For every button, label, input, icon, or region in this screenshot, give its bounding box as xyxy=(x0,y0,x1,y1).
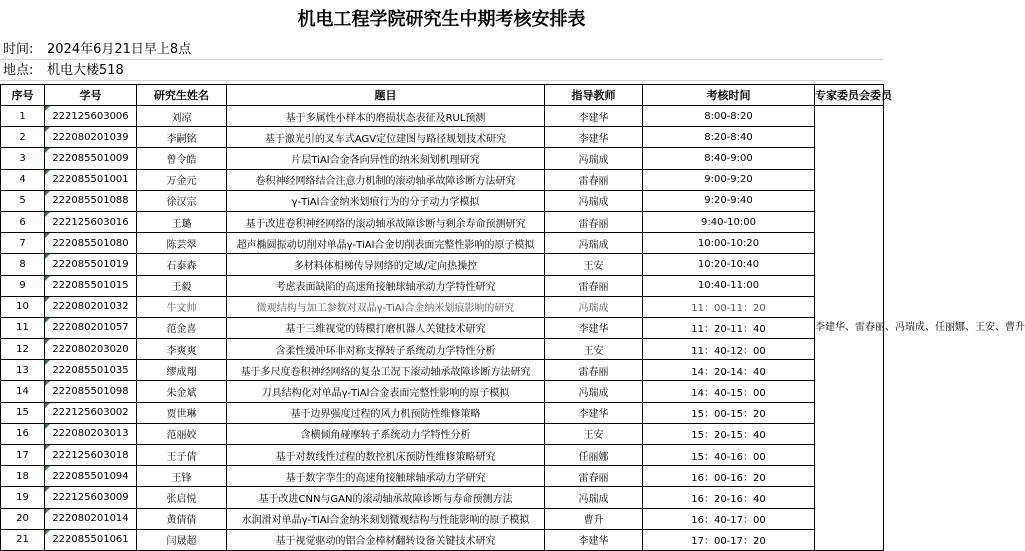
time-row xyxy=(0,40,883,60)
header-seq[interactable]: 序号 xyxy=(1,85,45,106)
student-id-cell[interactable]: 222085501098 xyxy=(45,381,137,402)
student-id-cell[interactable]: 222125603009 xyxy=(45,487,137,508)
advisor-cell[interactable]: 冯瑞成 xyxy=(545,233,643,254)
time-value[interactable]: 2024年6月21日早上8点 xyxy=(47,42,192,57)
topic-cell[interactable]: 片层TiAl合金各向异性的纳米刻划机理研究 xyxy=(227,148,545,169)
student-name-cell[interactable]: 缪成翔 xyxy=(137,360,227,381)
advisor-cell[interactable]: 雷春丽 xyxy=(545,169,643,190)
student-id-cell[interactable]: 222085501088 xyxy=(45,190,137,211)
header-row xyxy=(1,85,884,106)
student-id-cell[interactable]: 222080203020 xyxy=(45,339,137,360)
exam-time-cell[interactable]: 15：40-16：00 xyxy=(643,445,815,466)
student-name-cell[interactable]: 万金元 xyxy=(137,169,227,190)
student-id-cell[interactable]: 222125603006 xyxy=(45,106,137,127)
table-row xyxy=(1,529,884,550)
exam-time-cell[interactable]: 9:40-10:00 xyxy=(643,211,815,232)
table-row xyxy=(1,296,884,317)
student-name-cell[interactable]: 刘凉 xyxy=(137,106,227,127)
topic-cell[interactable]: 多材料体相梯传导网络的定域/定向热操控 xyxy=(227,254,545,275)
topic-cell[interactable]: 卷积神经网络结合注意力机制的滚动轴承故障诊断方法研究 xyxy=(227,169,545,190)
seq-cell[interactable]: 14 xyxy=(1,381,45,402)
student-name-cell[interactable]: 李爽爽 xyxy=(137,339,227,360)
table-row xyxy=(1,127,884,148)
student-id-cell[interactable]: 222080201039 xyxy=(45,127,137,148)
student-name-cell[interactable]: 范丽姣 xyxy=(137,423,227,444)
topic-cell[interactable]: 基于多属性小样本的磨损状态表征及RUL预测 xyxy=(227,106,545,127)
student-id-cell[interactable]: 222125603016 xyxy=(45,211,137,232)
student-id-cell[interactable]: 222125603018 xyxy=(45,445,137,466)
table-row xyxy=(1,466,884,487)
exam-time-cell[interactable]: 16：00-16：20 xyxy=(643,466,815,487)
student-id-cell[interactable]: 222125603002 xyxy=(45,402,137,423)
seq-cell[interactable]: 11 xyxy=(1,317,45,338)
student-id-cell[interactable]: 222080201032 xyxy=(45,296,137,317)
table-row xyxy=(1,317,884,338)
header-exam-time[interactable]: 考核时间 xyxy=(643,85,815,106)
seq-cell[interactable]: 2 xyxy=(1,127,45,148)
advisor-cell[interactable]: 雷春丽 xyxy=(545,360,643,381)
table-row xyxy=(1,190,884,211)
topic-cell[interactable]: 基于激光引的叉车式AGV定位建图与路径规划技术研究 xyxy=(227,127,545,148)
student-name-cell[interactable]: 王子倩 xyxy=(137,445,227,466)
header-student-id[interactable]: 学号 xyxy=(45,85,137,106)
student-name-cell[interactable]: 黄倩倩 xyxy=(137,508,227,529)
seq-cell[interactable]: 21 xyxy=(1,529,45,550)
advisor-cell[interactable]: 冯瑞成 xyxy=(545,190,643,211)
topic-cell[interactable]: 基于视觉驱动的铝合金棒材翻转设备关键技术研究 xyxy=(227,529,545,550)
topic-cell[interactable]: 考虑表面缺陷的高速角接触球轴承动力学特性研究 xyxy=(227,275,545,296)
student-name-cell[interactable]: 闫晟超 xyxy=(137,529,227,550)
time-label: 时间: xyxy=(3,42,34,57)
advisor-cell[interactable]: 李建华 xyxy=(545,106,643,127)
table-row xyxy=(1,487,884,508)
topic-cell[interactable]: 超声椭圆振动切削对单晶γ-TiAl合金切削表面完整性影响的原子模拟 xyxy=(227,233,545,254)
topic-cell[interactable]: 含横倾角碰摩转子系统动力学特性分析 xyxy=(227,423,545,444)
topic-cell[interactable]: 基于三维视觉的铸模打磨机器人关键技术研究 xyxy=(227,317,545,338)
exam-time-cell[interactable]: 8:20-8:40 xyxy=(643,127,815,148)
table-row xyxy=(1,275,884,296)
advisor-cell[interactable]: 冯瑞成 xyxy=(545,487,643,508)
advisor-cell[interactable]: 冯瑞成 xyxy=(545,148,643,169)
seq-cell[interactable]: 1 xyxy=(1,106,45,127)
table-row xyxy=(1,211,884,232)
header-committee[interactable]: 专家委员会委员 xyxy=(815,85,884,106)
place-value[interactable]: 机电大楼518 xyxy=(47,63,124,78)
advisor-cell[interactable]: 李建华 xyxy=(545,127,643,148)
student-id-cell[interactable]: 222080203013 xyxy=(45,423,137,444)
place-row xyxy=(0,61,883,81)
advisor-cell[interactable]: 王安 xyxy=(545,423,643,444)
topic-cell[interactable]: 水润滑对单晶γ-TiAl合金纳米刻划微观结构与性能影响的原子模拟 xyxy=(227,508,545,529)
exam-time-cell[interactable]: 10:00-10:20 xyxy=(643,233,815,254)
seq-cell[interactable]: 15 xyxy=(1,402,45,423)
exam-time-cell[interactable]: 10:20-10:40 xyxy=(643,254,815,275)
topic-cell[interactable]: 基于改进卷积神经网络的滚动轴承故障诊断与剩余寿命预测研究 xyxy=(227,211,545,232)
advisor-cell[interactable]: 冯瑞成 xyxy=(545,296,643,317)
seq-cell[interactable]: 19 xyxy=(1,487,45,508)
table-row xyxy=(1,233,884,254)
student-name-cell[interactable]: 王璐 xyxy=(137,211,227,232)
table-row xyxy=(1,381,884,402)
advisor-cell[interactable]: 王安 xyxy=(545,254,643,275)
table-row xyxy=(1,339,884,360)
topic-cell[interactable]: 基于多尺度卷积神经网络的复杂工况下滚动轴承故障诊断方法研究 xyxy=(227,360,545,381)
header-advisor[interactable]: 指导教师 xyxy=(545,85,643,106)
exam-time-cell[interactable]: 16：40-17：00 xyxy=(643,508,815,529)
advisor-cell[interactable]: 李建华 xyxy=(545,402,643,423)
exam-time-cell[interactable]: 9:20-9:40 xyxy=(643,190,815,211)
seq-cell[interactable]: 7 xyxy=(1,233,45,254)
student-name-cell[interactable]: 李嗣铭 xyxy=(137,127,227,148)
table-row xyxy=(1,106,884,127)
exam-time-cell[interactable]: 14：20-14：40 xyxy=(643,360,815,381)
exam-time-cell[interactable]: 15：20-15：40 xyxy=(643,423,815,444)
page-title: 机电工程学院研究生中期考核安排表 xyxy=(297,9,586,30)
student-name-cell[interactable]: 陈芸翠 xyxy=(137,233,227,254)
table-row xyxy=(1,508,884,529)
place-label: 地点: xyxy=(3,63,34,78)
exam-time-cell[interactable]: 11：20-11：40 xyxy=(643,317,815,338)
seq-cell[interactable]: 13 xyxy=(1,360,45,381)
student-name-cell[interactable]: 王锋 xyxy=(137,466,227,487)
topic-cell[interactable]: 基于对数线性过程的数控机床预防性维修策略研究 xyxy=(227,445,545,466)
topic-cell[interactable]: 刀具结构化对单晶γ-TiAl合金表面完整性影响的原子模拟 xyxy=(227,381,545,402)
student-id-cell[interactable]: 222080201057 xyxy=(45,317,137,338)
exam-time-cell[interactable]: 15：00-15：20 xyxy=(643,402,815,423)
table-row xyxy=(1,445,884,466)
student-name-cell[interactable]: 徐汉宗 xyxy=(137,190,227,211)
student-name-cell[interactable]: 张启悦 xyxy=(137,487,227,508)
student-id-cell[interactable]: 222085501094 xyxy=(45,466,137,487)
student-name-cell[interactable]: 范金喜 xyxy=(137,317,227,338)
student-id-cell[interactable]: 222085501001 xyxy=(45,169,137,190)
table-row xyxy=(1,148,884,169)
seq-cell[interactable]: 4 xyxy=(1,169,45,190)
seq-cell[interactable]: 10 xyxy=(1,296,45,317)
student-name-cell[interactable]: 朱金斌 xyxy=(137,381,227,402)
advisor-cell[interactable]: 雷春丽 xyxy=(545,466,643,487)
seq-cell[interactable]: 12 xyxy=(1,339,45,360)
advisor-cell[interactable]: 曹升 xyxy=(545,508,643,529)
committee-cell[interactable]: 李建华、雷春丽、冯瑞成、任丽娜、王安、曹升 xyxy=(815,106,884,551)
student-id-cell[interactable]: 222085501061 xyxy=(45,529,137,550)
exam-time-cell[interactable]: 11：00-11：20 xyxy=(643,296,815,317)
student-id-cell[interactable]: 222085501080 xyxy=(45,233,137,254)
advisor-cell[interactable]: 任丽娜 xyxy=(545,445,643,466)
student-name-cell[interactable]: 贾世琳 xyxy=(137,402,227,423)
topic-cell[interactable]: γ-TiAl合金纳米划痕行为的分子动力学模拟 xyxy=(227,190,545,211)
student-id-cell[interactable]: 222085501019 xyxy=(45,254,137,275)
exam-time-cell[interactable]: 11：40-12：00 xyxy=(643,339,815,360)
advisor-cell[interactable]: 李建华 xyxy=(545,317,643,338)
exam-time-cell[interactable]: 16：20-16：40 xyxy=(643,487,815,508)
header-topic[interactable]: 题目 xyxy=(227,85,545,106)
exam-time-cell[interactable]: 14：40-15：00 xyxy=(643,381,815,402)
exam-time-cell[interactable]: 9:00-9:20 xyxy=(643,169,815,190)
student-name-cell[interactable]: 曾令皓 xyxy=(137,148,227,169)
topic-cell[interactable]: 微观结构与加工参数对双晶γ-TiAl合金纳米划痕影响的研究 xyxy=(227,296,545,317)
exam-time-cell[interactable]: 17：00-17：20 xyxy=(643,529,815,550)
student-id-cell[interactable]: 222085501035 xyxy=(45,360,137,381)
seq-cell[interactable]: 18 xyxy=(1,466,45,487)
table-row xyxy=(1,360,884,381)
topic-cell[interactable]: 基于数字孪生的高速角接触球轴承动力学研究 xyxy=(227,466,545,487)
seq-cell[interactable]: 16 xyxy=(1,423,45,444)
table-row xyxy=(1,254,884,275)
student-id-cell[interactable]: 222080201014 xyxy=(45,508,137,529)
seq-cell[interactable]: 3 xyxy=(1,148,45,169)
header-student-name[interactable]: 研究生姓名 xyxy=(137,85,227,106)
table-row xyxy=(1,402,884,423)
exam-time-cell[interactable]: 8:00-8:20 xyxy=(643,106,815,127)
table-row xyxy=(1,423,884,444)
student-id-cell[interactable]: 222085501015 xyxy=(45,275,137,296)
exam-time-cell[interactable]: 8:40-9:00 xyxy=(643,148,815,169)
topic-cell[interactable]: 基于改进CNN与GAN的滚动轴承故障诊断与寿命预测方法 xyxy=(227,487,545,508)
seq-cell[interactable]: 5 xyxy=(1,190,45,211)
exam-time-cell[interactable]: 10:40-11:00 xyxy=(643,275,815,296)
student-name-cell[interactable]: 牛文帅 xyxy=(137,296,227,317)
student-name-cell[interactable]: 王毅 xyxy=(137,275,227,296)
table-row xyxy=(1,169,884,190)
student-name-cell[interactable]: 石泰森 xyxy=(137,254,227,275)
advisor-cell[interactable]: 李建华 xyxy=(545,529,643,550)
seq-cell[interactable]: 17 xyxy=(1,445,45,466)
advisor-cell[interactable]: 雷春丽 xyxy=(545,275,643,296)
topic-cell[interactable]: 基于边界强度过程的风力机预防性维修策略 xyxy=(227,402,545,423)
advisor-cell[interactable]: 王安 xyxy=(545,339,643,360)
advisor-cell[interactable]: 冯瑞成 xyxy=(545,381,643,402)
seq-cell[interactable]: 20 xyxy=(1,508,45,529)
seq-cell[interactable]: 6 xyxy=(1,211,45,232)
seq-cell[interactable]: 9 xyxy=(1,275,45,296)
student-id-cell[interactable]: 222085501009 xyxy=(45,148,137,169)
advisor-cell[interactable]: 雷春丽 xyxy=(545,211,643,232)
topic-cell[interactable]: 含柔性缓冲环非对称支撑转子系统动力学特性分析 xyxy=(227,339,545,360)
seq-cell[interactable]: 8 xyxy=(1,254,45,275)
schedule-table xyxy=(0,84,1025,551)
